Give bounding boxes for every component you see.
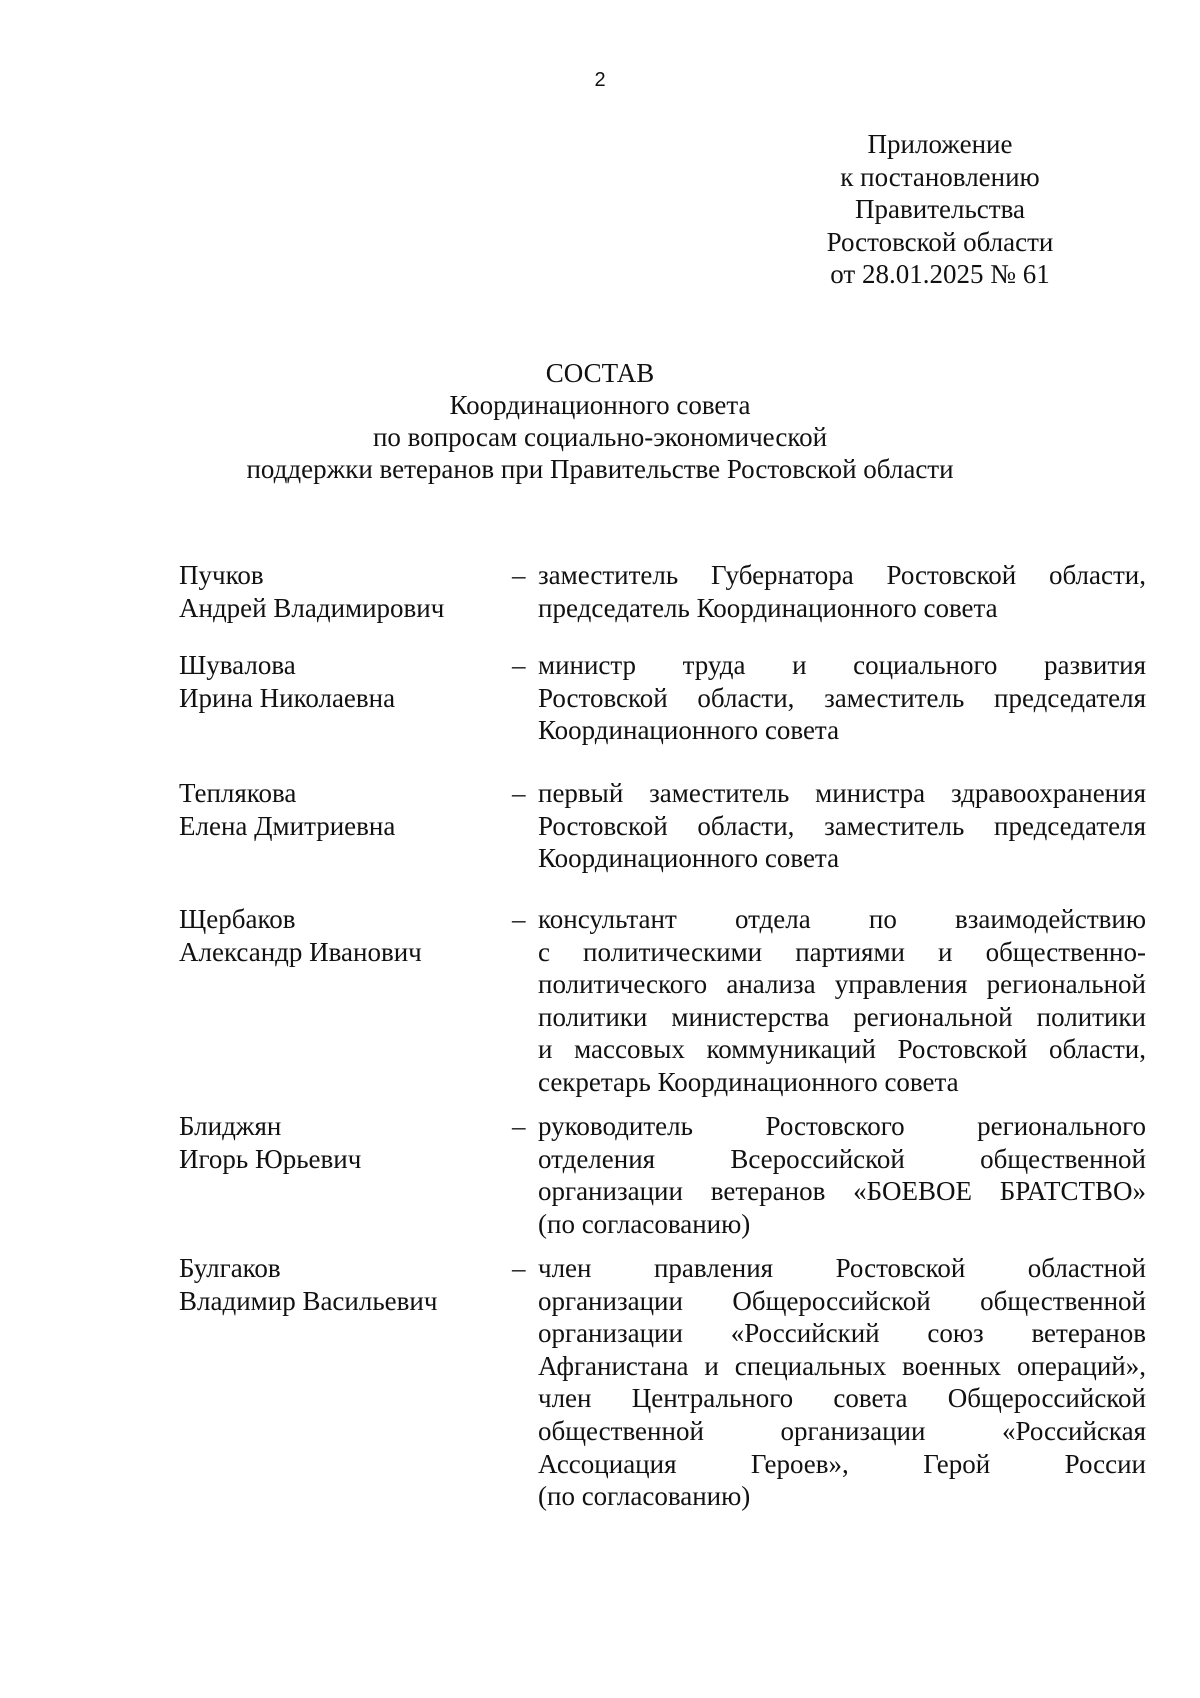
member-dash: – — [512, 778, 526, 808]
role-line: политики министерства региональной политики — [538, 1001, 1146, 1032]
role-line: Афганистана и специальных военных операций», — [538, 1350, 1146, 1381]
appendix-line: Правительства — [855, 194, 1025, 224]
appendix-line: Приложение — [867, 129, 1013, 159]
member-dash: – — [512, 1111, 526, 1141]
appendix-block — [790, 128, 1090, 291]
role-line: председатель Координационного совета — [538, 592, 998, 623]
page-number: 2 — [594, 69, 606, 91]
role-line: член Центрального совета Общероссийской — [538, 1383, 1146, 1414]
role-line: первый заместитель министра здравоохранения — [538, 778, 1146, 808]
document-title — [0, 357, 1200, 485]
member-dash: – — [512, 560, 526, 590]
member-surname: Блиджян — [179, 1111, 282, 1141]
title-heading: СОСТАВ — [545, 358, 655, 388]
role-line: отделения Всероссийской общественной — [538, 1143, 1146, 1174]
member-given-names: Елена Дмитриевна — [179, 810, 396, 841]
member-name — [179, 559, 499, 624]
appendix-line: к постановлению — [840, 161, 1040, 192]
role-line: общественной организации «Российская — [538, 1415, 1146, 1446]
role-line: организации Общероссийской общественной — [538, 1285, 1146, 1316]
member-given-names: Александр Иванович — [179, 936, 422, 967]
role-line: Ассоциация Героев», Герой России — [538, 1448, 1146, 1479]
role-line: член правления Ростовской областной — [538, 1253, 1146, 1283]
title-line: поддержки ветеранов при Правительстве Ростовской области — [246, 454, 954, 484]
member-surname: Щербаков — [179, 904, 296, 934]
member-role — [538, 777, 1146, 875]
member-name — [179, 777, 499, 842]
role-line: заместитель Губернатора Ростовской области, — [538, 560, 1146, 590]
title-line: по вопросам социально-экономической — [372, 422, 828, 452]
role-line: (по согласованию) — [538, 1208, 751, 1239]
role-line: (по согласованию) — [538, 1481, 751, 1512]
member-role — [538, 1110, 1146, 1240]
role-line: Ростовской области, заместитель председателя — [538, 810, 1146, 841]
role-line: с политическими партиями и общественно- — [538, 936, 1146, 967]
member-dash: – — [512, 1253, 526, 1283]
member-role — [538, 903, 1146, 1099]
member-dash: – — [512, 904, 526, 934]
role-line: консультант отдела по взаимодействию — [538, 904, 1146, 934]
role-line: и массовых коммуникаций Ростовской области, — [538, 1034, 1146, 1065]
member-name — [179, 1252, 499, 1317]
member-surname: Булгаков — [179, 1253, 281, 1283]
member-name — [179, 1110, 499, 1175]
appendix-line: от 28.01.2025 № 61 — [830, 259, 1050, 289]
role-line: Координационного совета — [538, 843, 840, 874]
role-line: политического анализа управления региональной — [538, 969, 1146, 1000]
member-given-names: Игорь Юрьевич — [179, 1143, 362, 1174]
member-surname: Шувалова — [179, 650, 296, 680]
role-line: Координационного совета — [538, 715, 840, 746]
member-name — [179, 903, 499, 968]
member-role — [538, 559, 1146, 624]
member-given-names: Владимир Васильевич — [179, 1285, 438, 1316]
role-line: организации «Российский союз ветеранов — [538, 1318, 1146, 1349]
member-role — [538, 1252, 1146, 1513]
member-surname: Теплякова — [179, 778, 297, 808]
member-name — [179, 649, 499, 714]
member-surname: Пучков — [179, 560, 264, 590]
member-given-names: Андрей Владимирович — [179, 592, 445, 623]
member-role — [538, 649, 1146, 747]
appendix-line: Ростовской области — [826, 226, 1054, 257]
role-line: организации ветеранов «БОЕВОЕ БРАТСТВО» — [538, 1176, 1146, 1207]
member-dash: – — [512, 650, 526, 680]
role-line: Ростовской области, заместитель председателя — [538, 682, 1146, 713]
member-given-names: Ирина Николаевна — [179, 682, 396, 713]
role-line: министр труда и социального развития — [538, 650, 1146, 680]
role-line: секретарь Координационного совета — [538, 1066, 959, 1097]
title-line: Координационного совета — [449, 390, 751, 420]
role-line: руководитель Ростовского регионального — [538, 1111, 1146, 1141]
